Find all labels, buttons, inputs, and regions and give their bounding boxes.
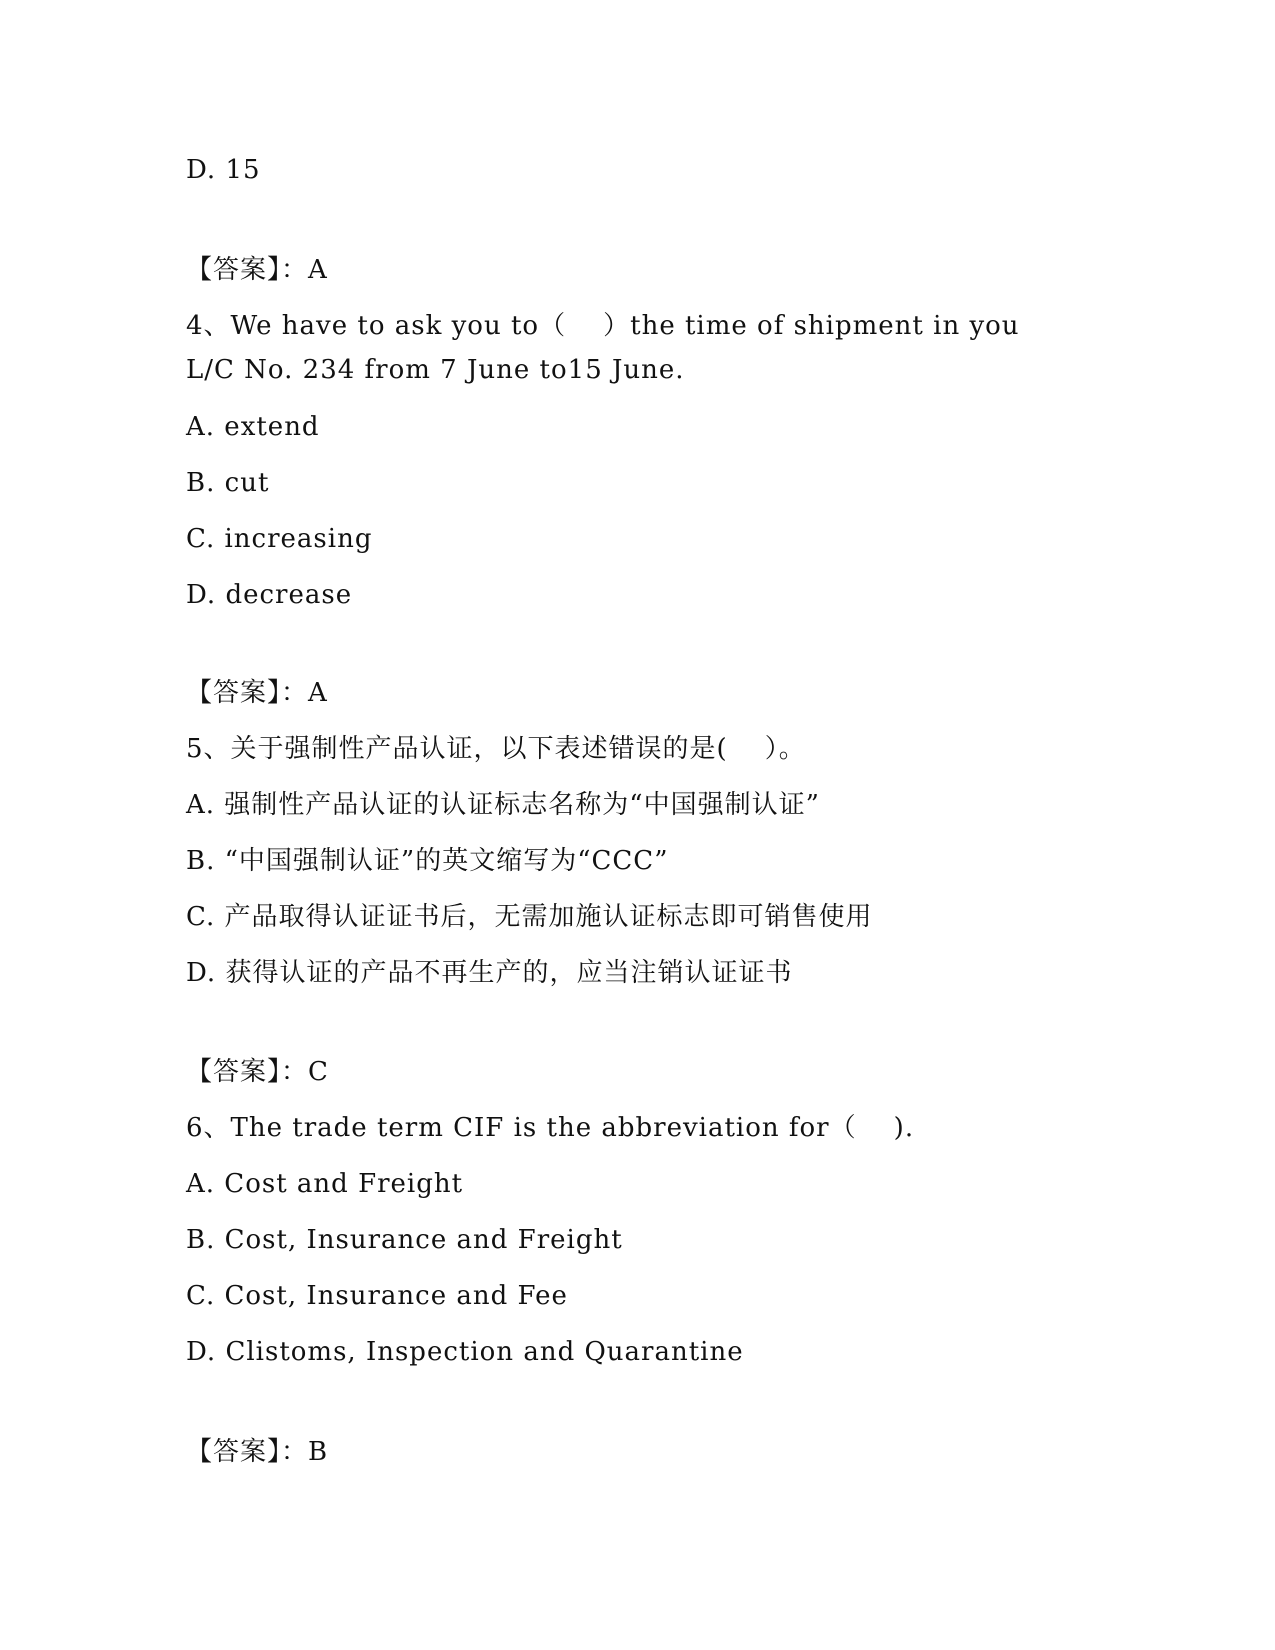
q6-option-b: B. Cost, Insurance and Freight [186, 1225, 623, 1255]
q6-option-c: C. Cost, Insurance and Fee [186, 1281, 568, 1311]
q4-stem-line2: L/C No. 234 from 7 June to15 June. [186, 355, 685, 385]
q5-stem: 5、关于强制性产品认证，以下表述错误的是( ）。 [186, 734, 806, 764]
q6-option-d: D. Clistoms, Inspection and Quarantine [186, 1337, 744, 1367]
q4-option-a: A. extend [186, 412, 320, 442]
q5-option-c: C. 产品取得认证证书后，无需加施认证标志即可销售使用 [186, 902, 873, 932]
q6-option-a: A. Cost and Freight [186, 1169, 464, 1199]
q4-option-d: D. decrease [186, 580, 353, 610]
q4-option-c: C. increasing [186, 524, 373, 554]
q5-answer: 【答案】：C [186, 1057, 329, 1087]
q5-option-d: D. 获得认证的产品不再生产的，应当注销认证证书 [186, 958, 793, 988]
q4-answer: 【答案】：A [186, 678, 328, 708]
q5-option-a: A. 强制性产品认证的认证标志名称为“中国强制认证” [186, 790, 820, 820]
q4-stem-line1: 4、We have to ask you to（ ）the time of shipment in you [186, 311, 1020, 341]
q3-option-d: D. 15 [186, 155, 261, 185]
q6-answer: 【答案】：B [186, 1437, 329, 1467]
q5-option-b: B. “中国强制认证”的英文缩写为“CCC” [186, 846, 669, 876]
q4-option-b: B. cut [186, 468, 270, 498]
q6-stem: 6、The trade term CIF is the abbreviation for（ ). [186, 1113, 915, 1143]
q3-answer: 【答案】：A [186, 255, 328, 285]
